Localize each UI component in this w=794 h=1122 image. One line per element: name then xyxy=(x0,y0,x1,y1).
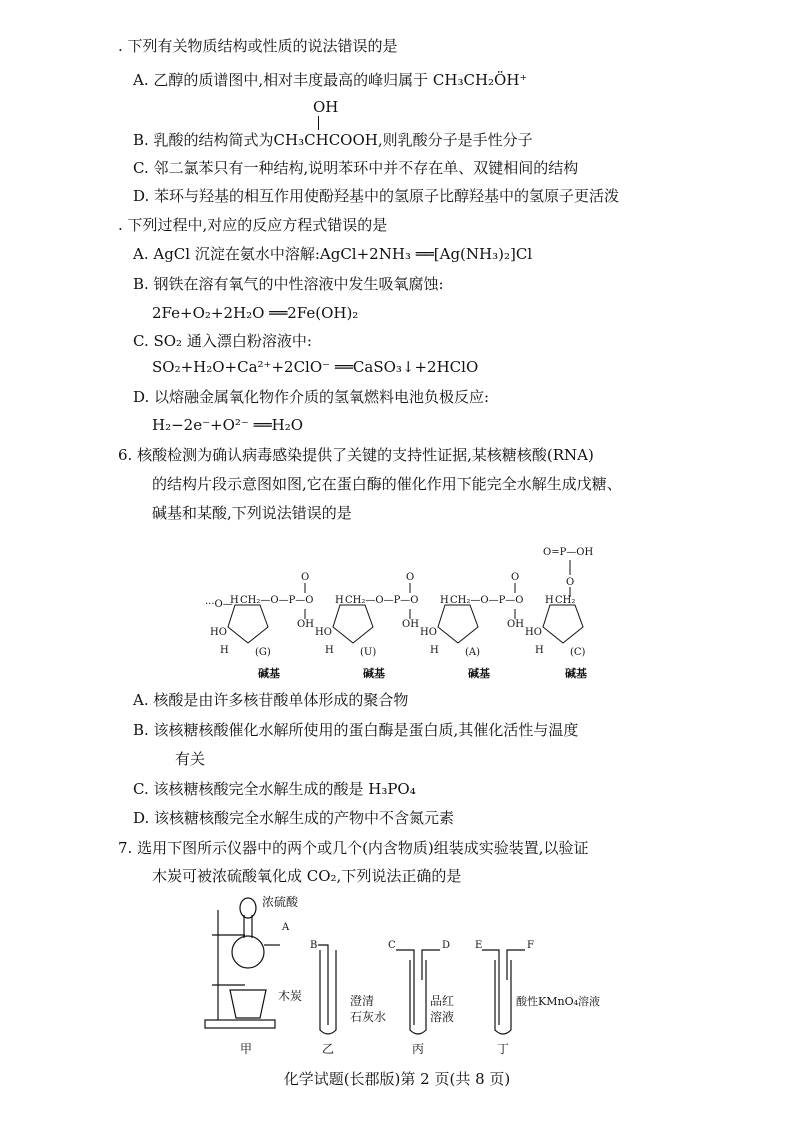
apparatus-name-jia: 甲 xyxy=(240,1042,253,1056)
q6-option-a: A. 核酸是由许多核苷酸单体形成的聚合物 xyxy=(133,691,409,709)
label-port-b: B xyxy=(310,940,318,951)
label-conc-sulfuric-acid: 浓硫酸 xyxy=(262,895,299,909)
svg-text:O: O xyxy=(406,572,415,583)
apparatus-jia xyxy=(205,898,280,1028)
q4-stem: . 下列有关物质结构或性质的说法错误的是 xyxy=(118,37,398,55)
rna-structure-figure xyxy=(200,535,620,685)
svg-text:CH₂—O—P—O: CH₂—O—P—O xyxy=(240,595,314,606)
q5-option-b-equation: 2Fe+O₂+2H₂O ══2Fe(OH)₂ xyxy=(152,304,359,322)
svg-text:HO: HO xyxy=(315,627,332,638)
q6-option-b-line-1: B. 该核糖核酸催化水解所使用的蛋白酶是蛋白质,其催化活性与温度 xyxy=(133,721,579,739)
q4-option-b: B. 乳酸的结构简式为CH₃CHCOOH,则乳酸分子是手性分子 xyxy=(133,131,533,149)
svg-text:O: O xyxy=(566,577,575,588)
q7-stem-line-1: 7. 选用下图所示仪器中的两个或几个(内含物质)组装成实验装置,以验证 xyxy=(118,839,589,857)
rna-base-label-1: 碱基 xyxy=(258,667,280,680)
label-port-d: D xyxy=(442,940,451,951)
q4-option-d: D. 苯环与羟基的相互作用使酚羟基中的氢原子比醇羟基中的氢原子更活泼 xyxy=(133,187,620,205)
q5-stem: . 下列过程中,对应的反应方程式错误的是 xyxy=(118,216,388,234)
label-limewater-2: 石灰水 xyxy=(350,1010,387,1024)
q5-option-d-equation: H₂−2e⁻+O²⁻ ══H₂O xyxy=(152,416,304,434)
q6-option-c: C. 该核糖核酸完全水解生成的酸是 H₃PO₄ xyxy=(133,780,416,798)
svg-text:H: H xyxy=(430,645,439,656)
label-charcoal: 木炭 xyxy=(278,989,303,1003)
apparatus-name-yi: 乙 xyxy=(322,1042,335,1056)
svg-text:H: H xyxy=(535,645,544,656)
svg-text:H: H xyxy=(440,595,449,606)
q6-option-b-line-2: 有关 xyxy=(175,750,206,768)
apparatus-figure xyxy=(200,890,620,1060)
svg-text:OH: OH xyxy=(507,619,524,630)
q5-option-a: A. AgCl 沉淀在氨水中溶解:AgCl+2NH₃ ══[Ag(NH₃)₂]Cl xyxy=(133,245,533,263)
label-port-c: C xyxy=(388,940,396,951)
q5-option-c-equation: SO₂+H₂O+Ca²⁺+2ClO⁻ ══CaSO₃↓+2HClO xyxy=(152,358,479,376)
page-footer: 化学试题(长郡版)第 2 页(共 8 页) xyxy=(283,1070,511,1088)
q5-option-c: C. SO₂ 通入漂白粉溶液中: xyxy=(133,332,312,350)
rna-base-label-2: 碱基 xyxy=(363,667,385,680)
svg-text:H: H xyxy=(335,595,344,606)
label-limewater-1: 澄清 xyxy=(350,994,375,1008)
q4-b-bond xyxy=(318,116,321,130)
q6-stem-line-3: 碱基和某酸,下列说法错误的是 xyxy=(152,504,352,522)
svg-text:HO: HO xyxy=(420,627,437,638)
rna-base-4: (C) xyxy=(570,647,586,658)
label-port-e: E xyxy=(475,940,483,951)
rna-base-1: (G) xyxy=(255,647,271,658)
q6-stem-line-2: 的结构片段示意图如图,它在蛋白酶的催化作用下能完全水解生成戊糖、 xyxy=(152,475,622,493)
rna-base-label-3: 碱基 xyxy=(468,667,490,680)
label-fuchsin-2: 溶液 xyxy=(430,1010,455,1024)
svg-text:CH₂: CH₂ xyxy=(555,595,576,606)
rna-base-label-4: 碱基 xyxy=(565,667,587,680)
svg-text:H: H xyxy=(230,595,239,606)
svg-text:O=P—OH: O=P—OH xyxy=(543,547,594,558)
rna-base-2: (U) xyxy=(360,647,377,658)
svg-text:O: O xyxy=(301,572,310,583)
q6-stem-line-1: 6. 核酸检测为确认病毒感染提供了关键的支持性证据,某核糖核酸(RNA) xyxy=(118,446,594,464)
q7-stem-line-2: 木炭可被浓硫酸氧化成 CO₂,下列说法正确的是 xyxy=(152,867,462,885)
svg-text:H: H xyxy=(545,595,554,606)
svg-text:HO: HO xyxy=(210,627,227,638)
svg-text:OH: OH xyxy=(297,619,314,630)
label-port-a: A xyxy=(282,922,290,933)
svg-text:CH₂—O—P—O: CH₂—O—P—O xyxy=(345,595,419,606)
apparatus-name-bing: 丙 xyxy=(412,1042,425,1056)
svg-text:OH: OH xyxy=(402,619,419,630)
q6-option-d: D. 该核糖核酸完全水解生成的产物中不含氮元素 xyxy=(133,809,455,827)
apparatus-name-ding: 丁 xyxy=(497,1042,510,1056)
label-port-f: F xyxy=(527,940,534,951)
q5-option-b: B. 钢铁在溶有氧气的中性溶液中发生吸氧腐蚀: xyxy=(133,275,444,293)
q4-option-a: A. 乙醇的质谱图中,相对丰度最高的峰归属于 CH₃CH₂ÖH⁺ xyxy=(133,71,528,89)
rna-base-3: (A) xyxy=(465,647,481,658)
label-fuchsin-1: 品红 xyxy=(430,994,455,1008)
label-kmno4: 酸性KMnO₄溶液 xyxy=(516,995,600,1008)
svg-text:···O—: ···O— xyxy=(205,599,233,610)
q4-option-c: C. 邻二氯苯只有一种结构,说明苯环中并不存在单、双键相间的结构 xyxy=(133,159,579,177)
svg-text:CH₂—O—P—O: CH₂—O—P—O xyxy=(450,595,524,606)
svg-text:H: H xyxy=(325,645,334,656)
svg-text:HO: HO xyxy=(525,627,542,638)
q4-b-oh-label: OH xyxy=(313,98,339,116)
q5-option-d: D. 以熔融金属氧化物作介质的氢氧燃料电池负极反应: xyxy=(133,388,490,406)
svg-text:H: H xyxy=(220,645,229,656)
svg-text:O: O xyxy=(511,572,520,583)
